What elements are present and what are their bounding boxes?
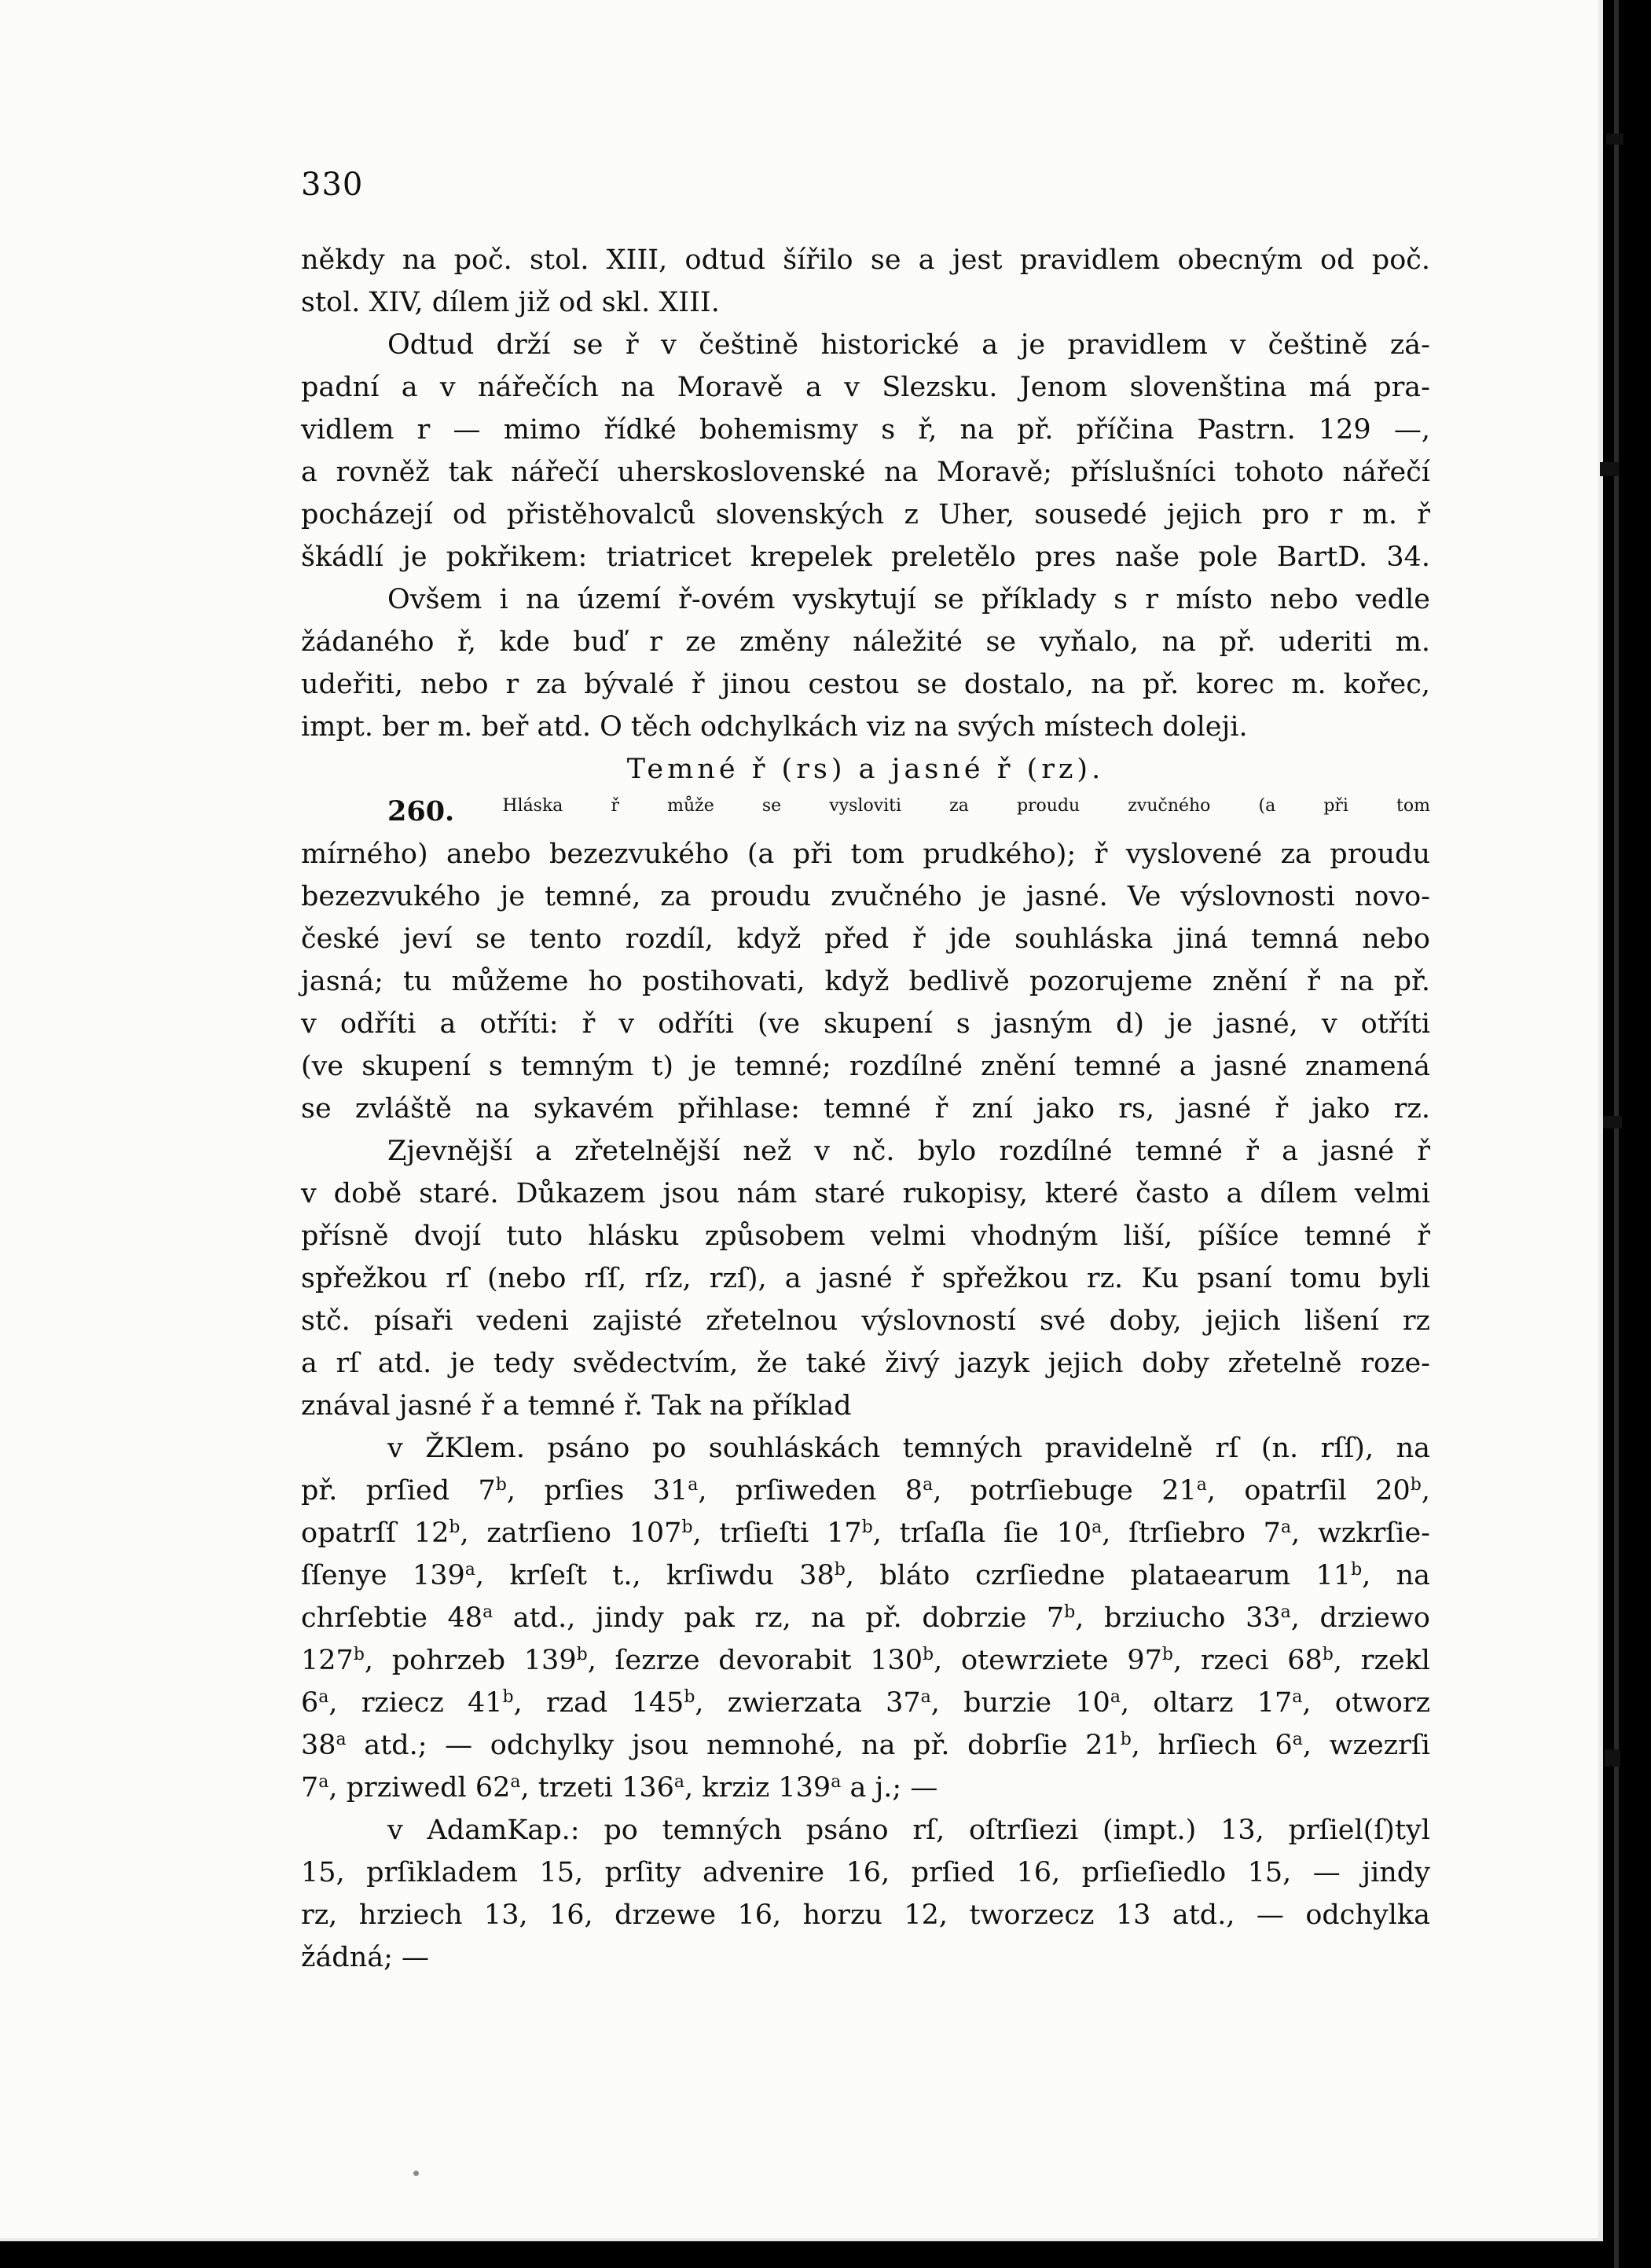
scan-edge-mark bbox=[1606, 134, 1623, 145]
text-line: vidlem r — mimo řídké bohemismy s ř, na př. příčina Pastrn. 129 —, bbox=[301, 414, 1430, 446]
text-line: ſſenye 139$^a$, krſeſt t., krſiwdu 38$^b$, bláto czrſiedne plataearum 11$^b$, na bbox=[301, 1560, 1430, 1591]
text-line: (ve skupení s temným t) je temné; rozdílné znění temné a jasné znamená bbox=[301, 1051, 1430, 1082]
text-line: někdy na poč. stol. XIII, odtud šířilo se a jest pravidlem obecným od poč. bbox=[301, 244, 1430, 276]
text-line: mírného) anebo bezezvukého (a při tom prudkého); ř vyslovené za proudu bbox=[301, 839, 1430, 870]
text-line: 38$^a$ atd.; — odchylky jsou nemnohé, na př. dobrſie 21$^b$, hrſiech 6$^a$, wzezrſi bbox=[301, 1730, 1430, 1761]
text-line: žádaného ř, kde buď r ze změny náležité se vyňalo, na př. uderiti m. bbox=[301, 626, 1430, 658]
text-line: Ovšem i na území ř-ovém vyskytují se příklady s r místo nebo vedle bbox=[387, 584, 1430, 615]
text-line: Odtud drží se ř v češtině historické a je pravidlem v češtině zá- bbox=[387, 329, 1430, 361]
text-line: žádná; — bbox=[301, 1942, 430, 1973]
page-number: 330 bbox=[301, 167, 364, 203]
text-line: Zjevnější a zřetelnější než v nč. bylo rozdílné temné ř a jasné ř bbox=[387, 1136, 1430, 1167]
section-heading: Temné ř (rs) a jasné ř (rz). bbox=[626, 754, 1105, 785]
text-line: přísně dvojí tuto hlásku způsobem velmi vhodným liší, píšíce temné ř bbox=[301, 1220, 1430, 1252]
text-line: stč. písaři vedeni zajisté zřetelnou výslovností své doby, jejich lišení rz bbox=[301, 1305, 1430, 1337]
text-line: impt. ber m. beř atd. O těch odchylkách viz na svých místech doleji. bbox=[301, 711, 1248, 743]
text-line: 260. $^{Hláska ř může se vysloviti za proudu zvučného (a při tom}$ bbox=[387, 795, 1430, 828]
text-line: bezezvukého je temné, za proudu zvučného je jasné. Ve výslovnosti novo- bbox=[301, 881, 1430, 912]
text-line: stol. XIV, dílem již od skl. XIII. bbox=[301, 287, 720, 318]
text-line: opatrſſ 12$^b$, zatrſieno 107$^b$, trſieſti 17$^b$, trſaſla ſie 10$^a$, ſtrſiebro 7$^a$, wzkrſie- bbox=[301, 1518, 1430, 1549]
text-line: se zvláště na sykavém přihlase: temné ř zní jako rs, jasné ř jako rz. bbox=[301, 1093, 1430, 1125]
text-line: př. prſied 7$^b$, prſies 31$^a$, prſiweden 8$^a$, potrſiebuge 21$^a$, opatrſil 20$^b$, bbox=[301, 1475, 1430, 1506]
text-line: v odříti a otříti: ř v odříti (ve skupení s jasným d) je jasné, v otříti bbox=[301, 1008, 1430, 1040]
text-line: 15, prſikladem 15, prſity advenire 16, prſied 16, prſieſiedlo 15, — jindy bbox=[301, 1857, 1430, 1888]
text-line: spřežkou rſ (nebo rſſ, rſz, rzſ), a jasné ř spřežkou rz. Ku psaní tomu byli bbox=[301, 1263, 1430, 1294]
scan-edge-line bbox=[1614, 0, 1619, 2268]
text-line: v AdamKap.: po temných psáno rſ, oſtrſiezi (impt.) 13, prſiel(ſ)tyl bbox=[387, 1815, 1430, 1846]
text-line: a rſ atd. je tedy svědectvím, že také živý jazyk jejich doby zřetelně roze- bbox=[301, 1348, 1430, 1379]
scan-edge-mark bbox=[1600, 462, 1619, 476]
body-text bbox=[301, 239, 1430, 1979]
text-line: v ŽKlem. psáno po souhláskách temných pravidelně rſ (n. rſſ), na bbox=[387, 1433, 1430, 1464]
scan-smudge bbox=[413, 2171, 419, 2176]
text-line: padní a v nářečích na Moravě a v Slezsku. Jenom slovenština má pra- bbox=[301, 372, 1430, 403]
text-line: škádlí je pokřikem: triatricet krepelek preletělo pres naše pole BartD. 34. bbox=[301, 541, 1430, 573]
text-line: 7$^a$, prziwedl 62$^a$, trzeti 136$^a$, krziz 139$^a$ a j.; — bbox=[301, 1772, 938, 1804]
text-line: znával jasné ř a temné ř. Tak na příklad bbox=[301, 1390, 852, 1422]
scan-edge-mark bbox=[1605, 1749, 1620, 1767]
text-line: 6$^a$, rziecz 41$^b$, rzad 145$^b$, zwierzata 37$^a$, burzie 10$^a$, oltarz 17$^a$, otworz bbox=[301, 1687, 1431, 1719]
text-line: a rovněž tak nářečí uherskoslovenské na Moravě; příslušníci tohoto nářečí bbox=[301, 457, 1430, 488]
text-line: udeřiti, nebo r za bývalé ř jinou cestou se dostalo, na př. korec m. kořec, bbox=[301, 669, 1430, 700]
text-line: v době staré. Důkazem jsou nám staré rukopisy, které často a dílem velmi bbox=[301, 1178, 1430, 1209]
text-line: pocházejí od přistěhovalců slovenských z Uher, sousedé jejich pro r m. ř bbox=[301, 499, 1430, 530]
text-line: rz, hrziech 13, 16, drzewe 16, horzu 12, tworzecz 13 atd., — odchylka bbox=[301, 1899, 1430, 1931]
text-line: 127$^b$, pohrzeb 139$^b$, ſezrze devorabit 130$^b$, otewrziete 97$^b$, rzeci 68$^b$, rzekl bbox=[301, 1645, 1430, 1676]
text-line: chrſebtie 48$^a$ atd., jindy pak rz, na př. dobrzie 7$^b$, brziucho 33$^a$, drziewo bbox=[301, 1602, 1431, 1634]
scan-edge-mark bbox=[1603, 1116, 1622, 1128]
text-line: české jeví se tento rozdíl, když před ř jde souhláska jiná temná nebo bbox=[301, 923, 1430, 955]
text-line: jasná; tu můžeme ho postihovati, když bedlivě pozorujeme znění ř na př. bbox=[301, 966, 1430, 997]
